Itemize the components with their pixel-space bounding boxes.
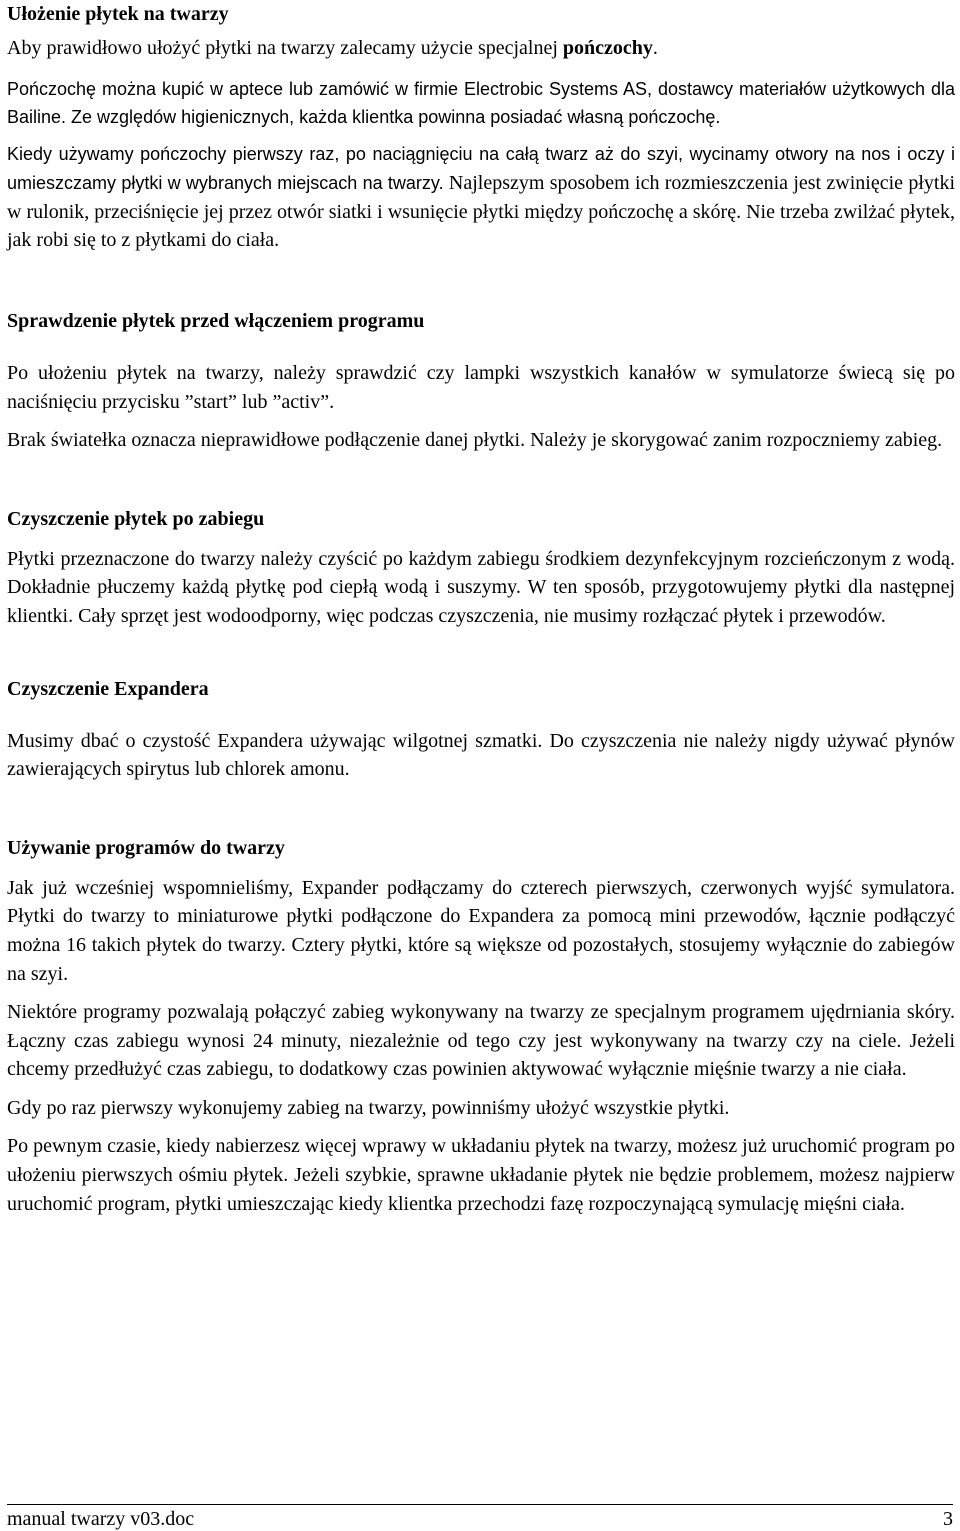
section-heading-cleaning-expander: Czyszczenie Expandera bbox=[7, 677, 209, 700]
document-page bbox=[7, 0, 955, 1218]
emphasis-stocking: pończochy bbox=[562, 37, 653, 59]
paragraph-text: Aby prawidłowo ułożyć płytki na twarzy zalecamy użycie specjalnej bbox=[7, 37, 563, 59]
paragraph-cleaning-pads: Płytki przeznaczone do twarzy należy czyścić po każdym zabiegu środkiem dezynfekcyjnym rozcieńczonym z wodą. Dokładnie płuczemy każdą płytkę pod ciepłą wodą i suszymy. W ten sposób, przygotowujemy płytki dla następnej klientki. Cały sprzęt jest wodoodporny, więc podczas czyszczenia, nie musimy rozłączać płytek i przewodów. bbox=[7, 547, 955, 627]
paragraph-text: Kiedy używamy pończochy pierwszy raz, po naciągnięciu na całą twarz aż do szyi, wycinamy otwory na nos i oczy i umieszczamy płytki w wybranych miejscach na twarzy. bbox=[7, 144, 955, 193]
paragraph-text: . bbox=[652, 37, 658, 59]
paragraph-stocking-recommendation bbox=[7, 34, 955, 63]
section-heading-cleaning-pads: Czyszczenie płytek po zabiegu bbox=[7, 507, 265, 530]
page-footer bbox=[7, 1504, 953, 1531]
paragraph-no-light: Brak światełka oznacza nieprawidłowe podłączenie danej płytki. Należy je skorygować zanim rozpoczniemy zabieg. bbox=[7, 429, 943, 452]
section-heading-check: Sprawdzenie płytek przed włączeniem programu bbox=[7, 309, 425, 332]
section-heading-face-programs: Używanie programów do twarzy bbox=[7, 836, 285, 859]
paragraph-cleaning-expander: Musimy dbać o czystość Expandera używając wilgotnej szmatki. Do czyszczenia nie należy nigdy używać płynów zawierających spirytus lub chlorek amonu. bbox=[7, 729, 955, 781]
paragraph-combined-program: Niektóre programy pozwalają połączyć zabieg wykonywany na twarzy ze specjalnym programem ujędrniania skóry. Łączny czas zabiegu wynosi 24 minuty, niezależnie od tego czy jest wykonywany na twarzy czy na ciele. Jeżeli chcemy przedłużyć czas zabiegu, to dodatkowy czas powinien aktywować wyłącznie mięśnie twarzy a nie ciała. bbox=[7, 1001, 955, 1081]
footer-page-number: 3 bbox=[943, 1508, 953, 1530]
section-heading-placement: Ułożenie płytek na twarzy bbox=[7, 3, 229, 25]
paragraph-stocking-usage bbox=[7, 140, 955, 255]
paragraph-check-lamps: Po ułożeniu płytek na twarzy, należy sprawdzić czy lampki wszystkich kanałów w symulatorze świecą się po naciśnięciu przycisku ”start” lub ”activ”. bbox=[7, 361, 955, 413]
footer-filename: manual twarzy v03.doc bbox=[7, 1508, 195, 1530]
paragraph-stocking-purchase: Pończochę można kupić w aptece lub zamówić w firmie Electrobic Systems AS, dostawcy materiałów użytkowych dla Bailine. Ze względów higienicznych, każda klientka powinna posiadać własną pończochę. bbox=[7, 78, 955, 128]
paragraph-experienced-placement: Po pewnym czasie, kiedy nabierzesz więcej wprawy w układaniu płytek na twarzy, możesz już uruchomić program po ułożeniu pierwszych ośmiu płytek. Jeżeli szybkie, sprawne układanie płytek nie będzie problemem, możesz najpierw uruchomić program, płytki umieszczając kiedy klientka przechodzi fazę rozpoczynającą symulację mięśni ciała. bbox=[7, 1135, 955, 1215]
paragraph-first-treatment: Gdy po raz pierwszy wykonujemy zabieg na twarzy, powinniśmy ułożyć wszystkie płytki. bbox=[7, 1096, 730, 1119]
paragraph-text: Najlepszym sposobem ich rozmieszczenia jest zwinięcie płytki w rulonik, przeciśnięcie jej przez otwór siatki i wsunięcie płytki między pończochę a skórę. Nie trzeba zwilżać płytek, jak robi się to z płytkami do ciała. bbox=[7, 171, 955, 252]
paragraph-expander-connection: Jak już wcześniej wspomnieliśmy, Expander podłączamy do czterech pierwszych, czerwonych wyjść symulatora. Płytki do twarzy to miniaturowe płytki podłączone do Expandera za pomocą mini przewodów, łącznie podłączyć można 16 takich płytek do twarzy. Cztery płytki, które są większe od pozostałych, stosujemy wyłącznie do zabiegów na szyi. bbox=[7, 876, 955, 985]
